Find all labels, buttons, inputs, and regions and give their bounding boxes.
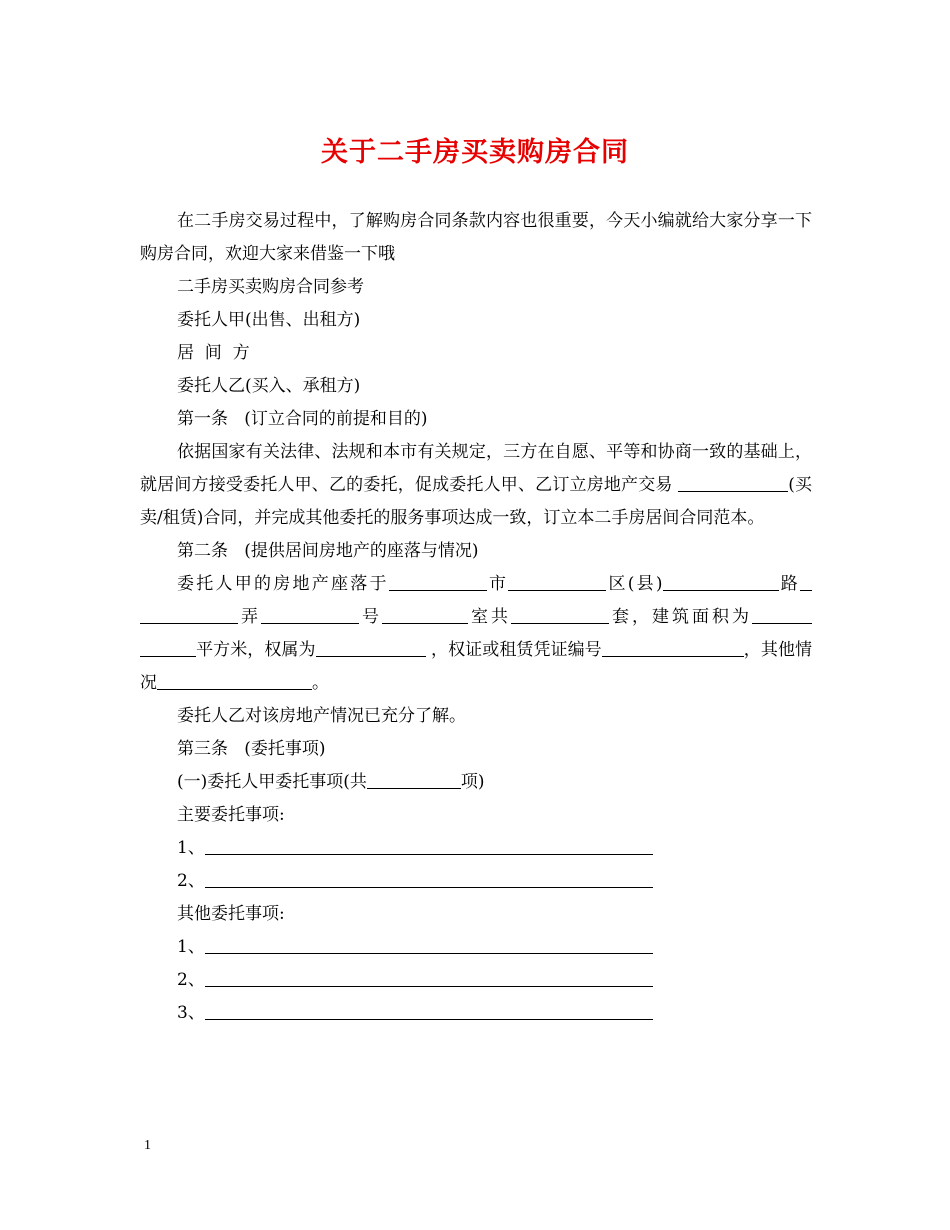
other-item-3 (140, 997, 812, 1030)
document-title: 关于二手房买卖购房合同 (321, 137, 629, 168)
article2-period: 。 (312, 673, 329, 693)
reference-title: 二手房买卖购房合同参考 (177, 277, 364, 297)
other-item-2-blank[interactable] (205, 966, 653, 987)
city-label: 市 (486, 574, 509, 594)
district-label: 区(县) (606, 574, 663, 594)
area-blank-2[interactable] (140, 636, 196, 657)
road-blank-2[interactable] (800, 570, 812, 591)
ownership-label: 平方米，权属为 (196, 640, 316, 660)
other-item-1-number: 1、 (177, 937, 205, 957)
district-blank[interactable] (508, 570, 606, 591)
main-item-1 (140, 832, 812, 865)
road-label: 路 (778, 574, 801, 594)
other-item-2 (140, 964, 812, 997)
other-items-label: 其他委托事项: (177, 904, 285, 924)
room-blank[interactable] (382, 603, 468, 624)
article2-paragraph (140, 568, 812, 700)
certificate-label: ，权证或租赁凭证编号 (425, 640, 602, 660)
article1-text-1: 依据国家有关法律、法规和本市有关规定，三方在自愿、平等和协商一致的基础上，就居间方接受委托人甲、乙的委托，促成委托人甲、乙订立房地产交易 (140, 442, 812, 495)
sub-item-1-label: (一)委托人甲委托事项(共 (177, 772, 367, 792)
main-item-1-blank[interactable] (205, 834, 653, 855)
party-a-line: 委托人甲(出售、出租方) (177, 310, 361, 330)
other-item-1-blank[interactable] (205, 933, 653, 954)
other-item-3-blank[interactable] (205, 999, 653, 1020)
room-label: 室共 (468, 607, 511, 627)
area-blank-1[interactable] (752, 603, 812, 624)
number-blank[interactable] (261, 603, 359, 624)
lane-blank[interactable] (140, 603, 238, 624)
sub-item-1-line (140, 766, 812, 799)
road-blank[interactable] (663, 570, 779, 591)
area-label: 套，建筑面积为 (609, 607, 752, 627)
article1-heading: 第一条 (订立合同的前提和目的) (177, 409, 428, 429)
document-body (140, 205, 812, 1030)
main-items-label: 主要委托事项: (177, 805, 285, 825)
other-item-2-number: 2、 (177, 970, 205, 990)
unit-count-blank[interactable] (511, 603, 609, 624)
article1-paragraph (140, 436, 812, 535)
certificate-blank[interactable] (602, 636, 744, 657)
article3-heading: 第三条 (委托事项) (177, 739, 326, 759)
party-b-line: 委托人乙(买入、承租方) (177, 376, 361, 396)
other-conditions-blank[interactable] (157, 669, 312, 690)
article1-text-2: (买卖/租赁)合同，并完成其他委托的服务事项达成一致，订立本二手房居间合同范本。 (140, 475, 813, 528)
broker-line: 居 间 方 (177, 343, 250, 363)
item-count-blank[interactable] (367, 768, 461, 789)
sub-item-1-end: 项) (460, 772, 485, 792)
main-item-1-number: 1、 (177, 838, 205, 858)
location-label: 委托人甲的房地产座落于 (177, 574, 389, 594)
other-conditions-label: ，其他情况 (140, 640, 813, 693)
main-item-2-blank[interactable] (205, 867, 653, 888)
article2-heading: 第二条 (提供居间房地产的座落与情况) (177, 541, 479, 561)
lane-label: 弄 (238, 607, 261, 627)
party-b-known-line: 委托人乙对该房地产情况已充分了解。 (177, 706, 466, 726)
other-item-3-number: 3、 (177, 1003, 205, 1023)
main-item-2 (140, 865, 812, 898)
main-item-2-number: 2、 (177, 871, 205, 891)
transaction-blank-2[interactable] (704, 471, 788, 492)
intro-paragraph: 在二手房交易过程中，了解购房合同条款内容也很重要，今天小编就给大家分享一下购房合同，欢迎大家来借鉴一下哦 (140, 211, 812, 264)
transaction-blank-1[interactable] (678, 471, 704, 492)
ownership-blank[interactable] (316, 636, 426, 657)
number-label: 号 (359, 607, 382, 627)
page-number: 1 (144, 1138, 151, 1153)
other-item-1 (140, 931, 812, 964)
city-blank[interactable] (389, 570, 487, 591)
